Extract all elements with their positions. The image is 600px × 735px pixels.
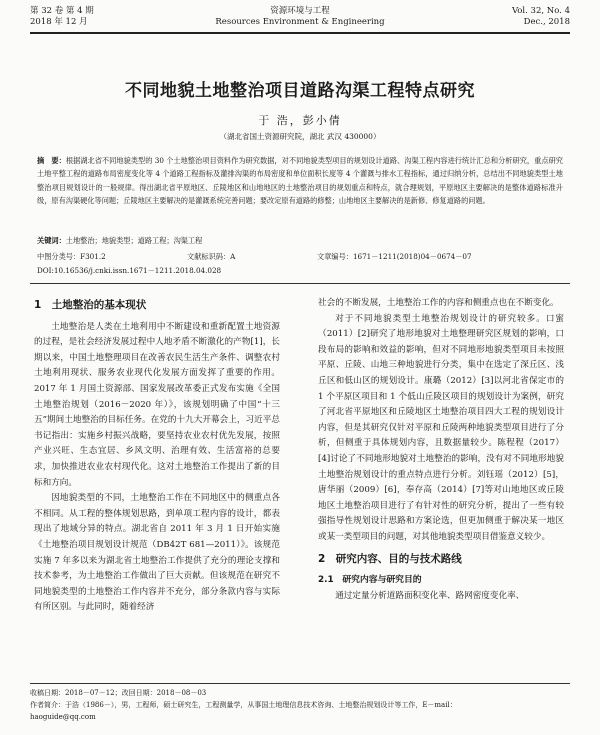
keywords-text: 土地整治；地貌类型；道路工程；沟渠工程	[65, 236, 203, 245]
author-email: haoguide@qq.com	[30, 713, 96, 721]
section-heading-1: 1 土地整治的基本现状	[34, 299, 147, 311]
clc-number: 中图分类号：F301.2	[37, 252, 106, 261]
keywords-label: 关键词：	[37, 236, 66, 245]
paragraph: 土地整治是人类在土地利用中不断建设和重新配置土地资源的过程，是社会经济发展过程中人地矛盾不断激化的产物[1]，长期以来，中国土地整理项目在改善农民生活生产条件、调整农村土地利用现状、服务农业现代化发展方面发挥了重要的作用。2017 年 1 月国土资源部、国家发展改革委正式发布实施《全国土地整治规划（2016－2020 年）》，该规划明确了中国“十三五”期间土地整治的目标任务。在党的十九大开幕会上，习近平总书记指出：实施乡村振兴战略，要坚持农业农村优先发展，按照产业兴旺、生态宜居、乡风文明、治理有效、生活富裕的总要求，加快推进农业农村现代化。这对土地整治工作提出了新的目标和方向。	[34, 321, 280, 488]
abstract	[37, 154, 563, 208]
subsection-heading: 2.1 研究内容与研究目的	[318, 575, 422, 586]
paragraph: 通过定量分析道路面积变化率、路网密度变化率、	[335, 590, 525, 601]
classification-meta	[37, 252, 563, 264]
paragraph: 因地貌类型的不同，土地整治工作在不同地区中的侧重点各不相同。从工程的整体规划思路，到单项工程内容的设计，都表现出了地域分异的特点。湖北省自 2011 年 3 月 1 日开始实施《土地整治项目规划设计规范（DB42T 681—2011）》。该规范实施 7 年多以来为湖北省土地整治工作提供了充分的理论支撑和技术参考，为土地整治工作做出了巨大贡献。但该规范在研究不同地貌类型的土地整治工作内容并不充分，部分条款内容与实际有所区别。与此同时，随着经济	[34, 493, 280, 613]
right-column	[318, 296, 564, 604]
affiliation: （湖北省国土资源研究院，湖北 武汉 430000）	[219, 132, 381, 141]
abstract-rule	[30, 283, 570, 284]
section-heading-2: 2 研究内容、目的与技术路线	[318, 552, 462, 565]
footnote	[30, 683, 570, 723]
document-code: 文献标识码：A	[187, 252, 236, 261]
running-header	[30, 6, 570, 33]
paper-title: 不同地貌土地整治项目道路沟渠工程特点研究	[125, 81, 475, 101]
doi: DOI:10.16536/j.cnki.issn.1671－1211.2018.04.028	[37, 266, 222, 275]
header-rule	[30, 33, 570, 34]
paragraph: 对于不同地貌类型土地整治规划设计的研究较多。口蜜（2011）[2]研究了地形地貌对土地整理研究区规划的影响，口段布局的影响和效益的影响，但对不同地形地貌类型项目未按照平原、丘陵、山地三种地貌进行分类，集中在选定了深丘区、浅丘区和低山区的规划设计。康璐（2012）[3]以河北省保定市的 1 个平原区项目和 1 个低山丘陵区项目的规划设计为案例，研究了河北省平原地区和丘陵地区土地整治项目四大工程的规划设计内容，但是其研究仅针对平原和丘陵两种地貌类型项目进行了分析，但侧重于具体规划内容，且数据量较少。陈程程（2017）[4]讨论了不同地形地貌对土地整治的影响，没有对不同地形地貌土地整治规划设计的重点特点进行分析。刘钰瑶（2012）[5]，唐华丽（2009）[6]，奉存高（2014）[7]等对山地地区或丘陵地区土地整治项目进行了有针对性的研究分析，提出了一些有较强指导性规划设计思路和方案论选，但更加侧重于解决某一地区或某一类型项目的问题，对其他地貌类型项目借鉴意义较少。	[318, 313, 564, 542]
authors: 于 浩，彭小倩	[258, 114, 342, 127]
left-column	[34, 296, 280, 616]
paragraph: 社会的不断发展，土地整治工作的内容和侧重点也在不断变化。	[318, 298, 559, 308]
keywords	[37, 236, 563, 246]
journal-volume: 第 32 卷 第 4 期 2018 年 12 月	[30, 6, 94, 27]
abstract-text: 根据湖北省不同地貌类型的 30 个土地整治项目资料作为研究数据，对不同地貌类型项目的规划设计道路、沟渠工程内容进行统计汇总和分析研究，重点研究土地平整工程的道路布局密度变化等 4 个道路工程指标及灌排沟渠的布局密度和单位面积长度等 4 个灌溉与排水工程指标，通过归纳分析，总结出不同地貌类型土地整治项目规划设计的一般规律。得出湖北省平原地区、丘陵地区和山地地区的土地整治项目的规划重点和特点，就合理规划，平原地区主要解决的是整体道路标准升级，原有沟渠硬化等问题；丘陵地区主要解决的是灌溉系统完善问题；要改定原有道路的修整；山地地区主要解决的是新修、修复道路的问题。	[37, 156, 563, 206]
article-number: 文章编号：1671－1211(2018)04－0674－07	[317, 252, 472, 261]
journal-issue: Vol. 32, No. 4 Dec., 2018	[511, 6, 570, 27]
author-bio: 作者简介：于浩（1986－），男，工程师，硕士研究生，工程测量学，从事国土地理信息技术咨询、土地整治规划设计等工作，E－mail：	[30, 701, 457, 709]
abstract-label: 摘 要：	[37, 156, 66, 165]
received-date: 收稿日期：2018－07－12；改回日期：2018－08－03	[30, 689, 207, 697]
journal-name: 资源环境与工程 Resources Environment & Engineering	[215, 6, 385, 27]
